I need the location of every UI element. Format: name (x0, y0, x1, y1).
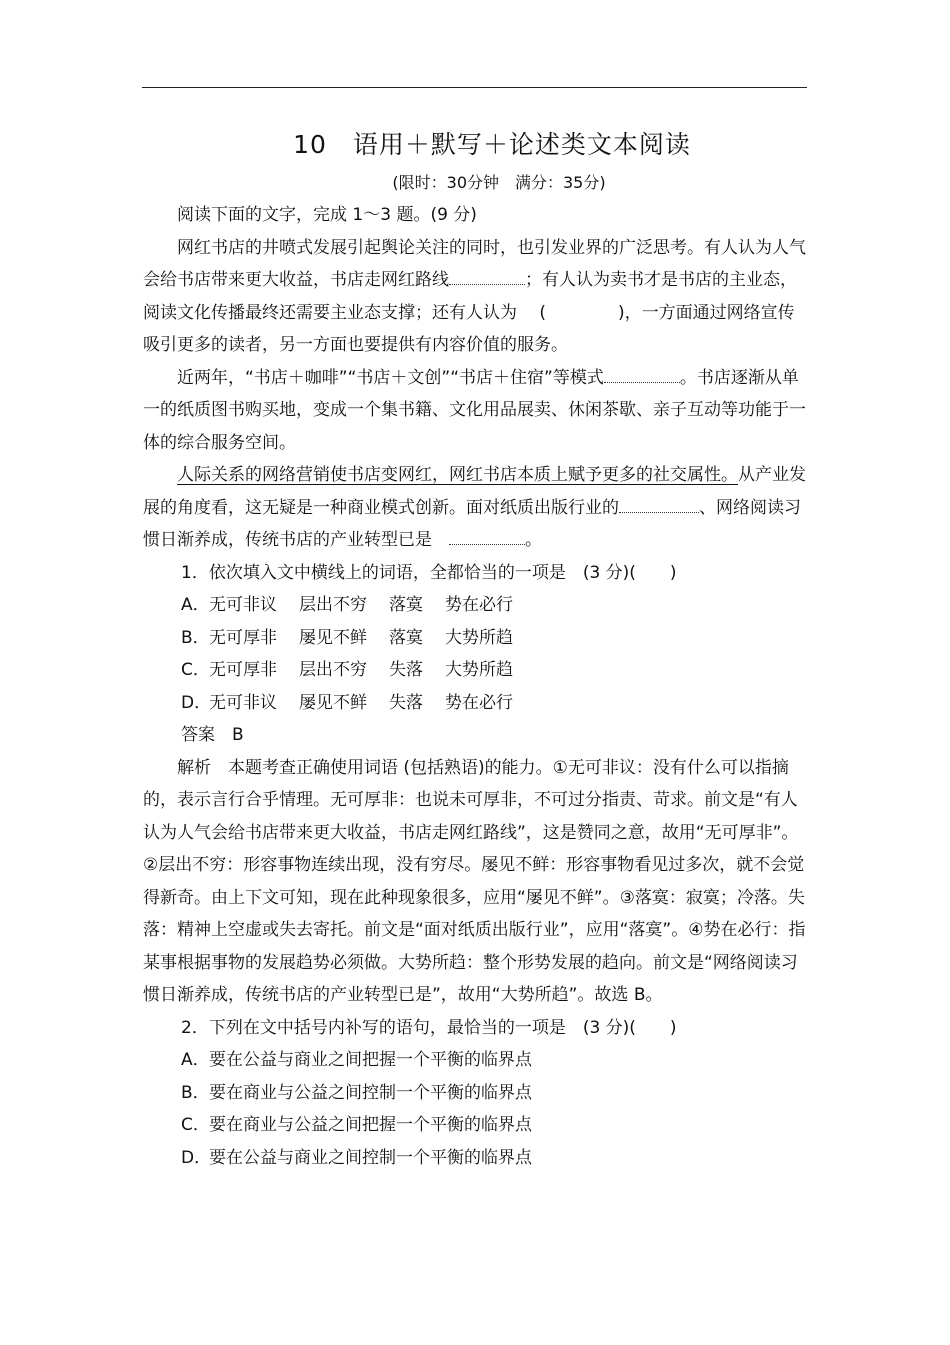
document-body (143, 199, 809, 1174)
instruction: 阅读下面的文字，完成 1～3 题。(9 分) (177, 205, 477, 225)
question-2-option-d: D．要在公益与商业之间控制一个平衡的临界点 (181, 1147, 532, 1168)
question-1-option-a: A．无可非议 层出不穷 落寞 势在必行 (181, 595, 513, 615)
page-title: 10 语用＋默写＋论述类文本阅读 (293, 130, 691, 159)
passage-paragraph-1: 网红书店的井喷式发展引起舆论关注的同时，也引发业界的广泛思考。有人认为人气会给书店带来更大收益，书店走网红路线 ；有人认为卖书才是书店的主业态，阅读文化传播最终还需要主业态支撑；还有人认为 ( )，一方面通过网络宣传吸引更多的读者，另一方面也要提供有内容价值的服务。 (143, 237, 806, 355)
question-2-stem: 2．下列在文中括号内补写的语句，最恰当的一项是 (3 分)( ) (181, 1017, 677, 1038)
question-2-option-a: A．要在公益与商业之间把握一个平衡的临界点 (181, 1050, 532, 1070)
question-1-answer: 答案 B (181, 725, 244, 745)
fill-blank-1 (449, 267, 525, 285)
question-2-option-b: B．要在商业与公益之间控制一个平衡的临界点 (181, 1082, 532, 1103)
time-limit-subtitle: (限时：30分钟 满分：35分) (392, 173, 606, 192)
question-2-option-c: C．要在商业与公益之间把握一个平衡的临界点 (181, 1115, 532, 1135)
question-1-option-c: C．无可厚非 层出不穷 失落 大势所趋 (181, 660, 513, 680)
passage-paragraph-3: 人际关系的网络营销使书店变网红，网红书店本质上赋予更多的社交属性。从产业发展的角度看，这无疑是一种商业模式创新。面对纸质出版行业的 、网络阅读习惯日渐养成，传统书店的产业转型已是 。 (143, 465, 806, 550)
question-1-analysis: 解析 本题考查正确使用词语 (包括熟语)的能力。①无可非议：没有什么可以指摘的，表示言行合乎情理。无可厚非：也说未可厚非，不可过分指责、苛求。前文是“有人认为人气会给书店带来更大收益，书店走网红路线”，这是赞同之意，故用“无可厚非”。②层出不穷：形容事物连续出现，没有穷尽。屡见不鲜：形容事物看见过多次，就不会觉得新奇。由上下文可知，现在此种现象很多，应用“屡见不鲜”。③落寞：寂寞；冷落。失落：精神上空虚或失去寄托。前文是“面对纸质出版行业”，应用“落寞”。④势在必行：指某事根据事物的发展趋势必须做。大势所趋：整个形势发展的趋向。前文是“网络阅读习惯日渐养成，传统书店的产业转型已是”，故用“大势所趋”。故选 B。 (143, 757, 806, 1005)
fill-blank-4 (449, 527, 525, 545)
fill-blank-2 (604, 365, 680, 383)
question-1-option-d: D．无可非议 屡见不鲜 失落 势在必行 (181, 692, 513, 713)
question-1-stem: 1．依次填入文中横线上的词语，全都恰当的一项是 (3 分)( ) (181, 562, 677, 583)
passage-paragraph-2: 近两年，“书店＋咖啡”“书店＋文创”“书店＋住宿”等模式 。书店逐渐从单一的纸质图书购买地，变成一个集书籍、文化用品展卖、休闲茶歇、亲子互动等功能于一体的综合服务空间。 (143, 362, 809, 460)
fill-blank-3 (619, 495, 699, 513)
header-rule (142, 87, 807, 88)
question-1-option-b: B．无可厚非 屡见不鲜 落寞 大势所趋 (181, 627, 513, 648)
underlined-sentence: 人际关系的网络营销使书店变网红，网红书店本质上赋予更多的社交属性。 (177, 465, 738, 485)
